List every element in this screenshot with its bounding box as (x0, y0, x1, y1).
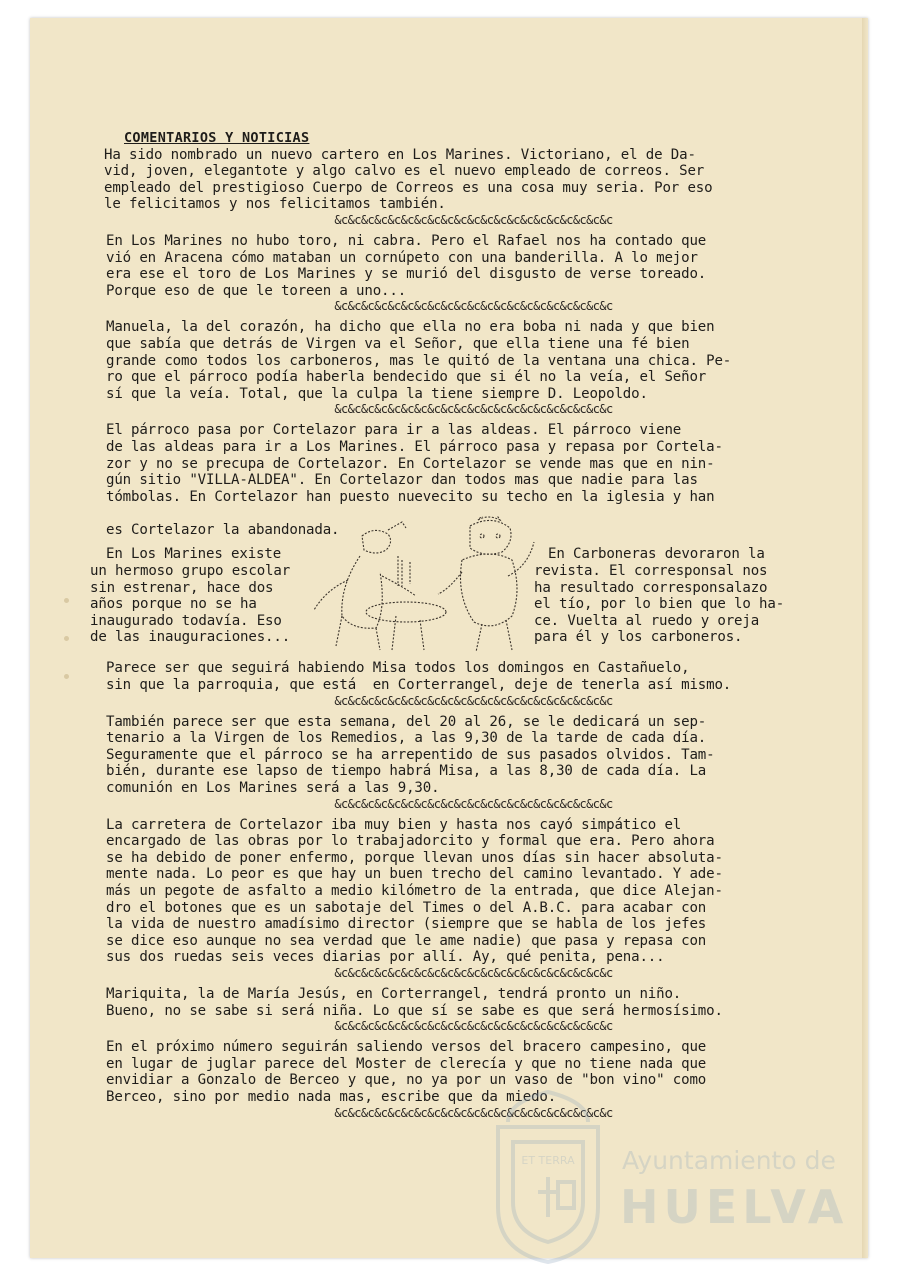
paragraph-new-postman (104, 147, 841, 213)
separator: &c&c&c&c&c&c&c&c&c&c&c&c&c&c&c&c&c&c&c&c&c (334, 1019, 613, 1034)
text-line: sin que la parroquia, que está en Corterrangel, deje de tenerla así mismo. (106, 677, 732, 694)
text-line: zor y no se precupa de Cortelazor. En Cortelazor se vende mas que en nin- (106, 455, 715, 472)
text-line: Ha sido nombrado un nuevo cartero en Los Marines. Victoriano, el de Da- (104, 146, 696, 163)
text-line: Seguramente que el párroco se ha arrepentido de sus pasados olvidos. Tam- (106, 746, 715, 763)
text-line: ce. Vuelta al ruedo y oreja (534, 612, 760, 629)
text-line: Berceo, sino por medio nada mas, escribe que da miedo. (106, 1088, 557, 1105)
watermark-line2: HUELVA (620, 1180, 849, 1234)
paragraph-manuela (106, 319, 841, 402)
watermark (488, 1082, 848, 1272)
text-line: inaugurado todavía. Eso (90, 612, 282, 629)
text-line: Manuela, la del corazón, ha dicho que ella no era boba ni nada y que bien (106, 319, 715, 336)
text-line: es Cortelazor la abandonada. (106, 521, 340, 538)
separator: &c&c&c&c&c&c&c&c&c&c&c&c&c&c&c&c&c&c&c&c&c (334, 796, 613, 811)
text-line: vid, joven, elegantote y algo calvo es el nuevo empleado de correos. Ser (104, 163, 705, 180)
text-line: la vida de nuestro amadísimo director (siempre que se habla de los jefes (106, 916, 707, 933)
paper-edge (862, 18, 868, 1258)
page-title: COMENTARIOS Y NOTICIAS (124, 130, 310, 146)
text-line: era ese el toro de Los Marines y se murió del disgusto de verse toreado. (106, 266, 707, 283)
text-line: dro el botones que es un sabotaje del Times o del A.B.C. para acabar con (106, 899, 707, 916)
text-line: se dice eso aunque no sea verdad que le ame nadie) que pasa y repasa con (106, 932, 707, 949)
text-line: mente nada. Lo peor es que hay un buen trecho del camino levantado. Y ade- (106, 866, 723, 883)
text-line: ro que el párroco podía haberla bendecido que si él no la veía, el Señor (106, 369, 707, 386)
text-line: le felicitamos y nos felicitamos también. (104, 196, 446, 213)
text-line: En Los Marines existe (106, 546, 282, 563)
text-line: años porque no se ha (90, 596, 257, 613)
text-line: comunión en Los Marines será a las 9,30. (106, 780, 440, 797)
separator: &c&c&c&c&c&c&c&c&c&c&c&c&c&c&c&c&c&c&c&c&c (334, 212, 613, 227)
text-line: más un pegote de asfalto a medio kilómetro de la entrada, que dice Alejan- (106, 883, 723, 899)
coat-of-arms-icon (488, 1082, 608, 1267)
text-line: de las aldeas para ir a Los Marines. El párroco pasa y repasa por Cortela- (106, 438, 723, 455)
paragraph-mariquita (106, 986, 841, 1019)
paragraph-septenario (106, 714, 841, 797)
typed-text (90, 130, 841, 1126)
paragraph-road (106, 817, 841, 966)
text-line: para él y los carboneros. (534, 629, 743, 646)
text-line: se ha debido de poner enfermo, porque llevan unos días sin hacer absoluta- (106, 849, 723, 866)
text-line: encargado de las obras por lo trabajadorcito y formal que era. Pero ahora (106, 833, 715, 850)
text-line: Parece ser que seguirá habiendo Misa todos los domingos en Castañuelo, (106, 660, 690, 677)
text-line: tómbolas. En Cortelazor han puesto nuevecito su techo en la iglesia y han (106, 488, 715, 505)
text-line: vió en Aracena cómo mataban un cornúpeto con una banderilla. A lo mejor (106, 249, 698, 266)
watermark-line1: Ayuntamiento de (622, 1146, 836, 1175)
text-line: El párroco pasa por Cortelazor para ir a las aldeas. El párroco viene (106, 422, 682, 439)
column-right-carboneras (534, 546, 844, 646)
text-line: En Carboneras devoraron la (548, 546, 765, 563)
text-line: En Los Marines no hubo toro, ni cabra. Pero el Rafael nos ha contado que (106, 232, 707, 249)
text-line: sus dos ruedas seis veces diarias por allí. Ay, qué penita, pena... (106, 949, 665, 966)
text-line: gún sitio "VILLA-ALDEA". En Cortelazor dan todos mas que nadie para las (106, 472, 698, 489)
text-line: empleado del prestigioso Cuerpo de Correos es una cosa muy seria. Por eso (104, 179, 713, 196)
text-line: Mariquita, la de María Jesús, en Corterrangel, tendrá pronto un niño. (106, 985, 682, 1002)
separator: &c&c&c&c&c&c&c&c&c&c&c&c&c&c&c&c&c&c&c&c&c (334, 299, 613, 314)
separator: &c&c&c&c&c&c&c&c&c&c&c&c&c&c&c&c&c&c&c&c&c (334, 693, 613, 708)
text-line: La carretera de Cortelazor iba muy bien y hasta nos cayó simpático el (106, 816, 682, 833)
text-line: bién, durante ese lapso de tiempo habrá Misa, a las 8,30 de cada día. La (106, 763, 707, 780)
punch-hole (64, 598, 69, 603)
text-line: tenario a la Virgen de los Remedios, a las 9,30 de la tarde de cada día. (106, 730, 707, 747)
separator: &c&c&c&c&c&c&c&c&c&c&c&c&c&c&c&c&c&c&c&c&c (334, 402, 613, 417)
text-line: revista. El corresponsal nos (534, 563, 768, 580)
document-sheet (30, 18, 868, 1258)
text-line: en lugar de juglar parece del Moster de clerecía y que no tiene nada que (106, 1055, 707, 1072)
text-line: Porque eso de que le toreen a uno... (106, 282, 407, 299)
text-line: que sabía que detrás de Virgen va el Señor, que ella tiene una fé bien (106, 335, 690, 352)
text-line: En el próximo número seguirán saliendo versos del bracero campesino, que (106, 1039, 707, 1056)
punch-hole (64, 636, 69, 641)
text-line: sí que la veía. Total, que la culpa la tiene siempre D. Leopoldo. (106, 385, 648, 402)
text-line: Bueno, no se sabe si será niña. Lo que sí se sabe es que será hermosísimo. (106, 1002, 723, 1019)
text-line: envidiar a Gonzalo de Berceo y que, no ya por un vaso de "bon vino" como (106, 1072, 707, 1089)
text-line: También parece ser que esta semana, del 20 al 26, se le dedicará un sep- (106, 713, 707, 730)
separator: &c&c&c&c&c&c&c&c&c&c&c&c&c&c&c&c&c&c&c&c&c (334, 1105, 613, 1120)
text-line: sin estrenar, hace dos (90, 579, 274, 596)
separator: &c&c&c&c&c&c&c&c&c&c&c&c&c&c&c&c&c&c&c&c&c (334, 965, 613, 980)
text-line: de las inauguraciones... (90, 629, 291, 646)
text-line: ha resultado corresponsalazo (534, 579, 768, 596)
text-line: el tío, por lo bien que lo ha- (534, 596, 785, 613)
text-line: grande como todos los carboneros, mas le quitó de la ventana una chica. Pe- (106, 352, 732, 369)
watermark-motto: ET TERRA (521, 1154, 575, 1167)
cartoon-illustration (302, 516, 562, 666)
paragraph-bull (106, 233, 841, 299)
two-column-section (90, 546, 841, 646)
punch-hole (64, 674, 69, 679)
text-line: un hermoso grupo escolar (90, 563, 291, 580)
